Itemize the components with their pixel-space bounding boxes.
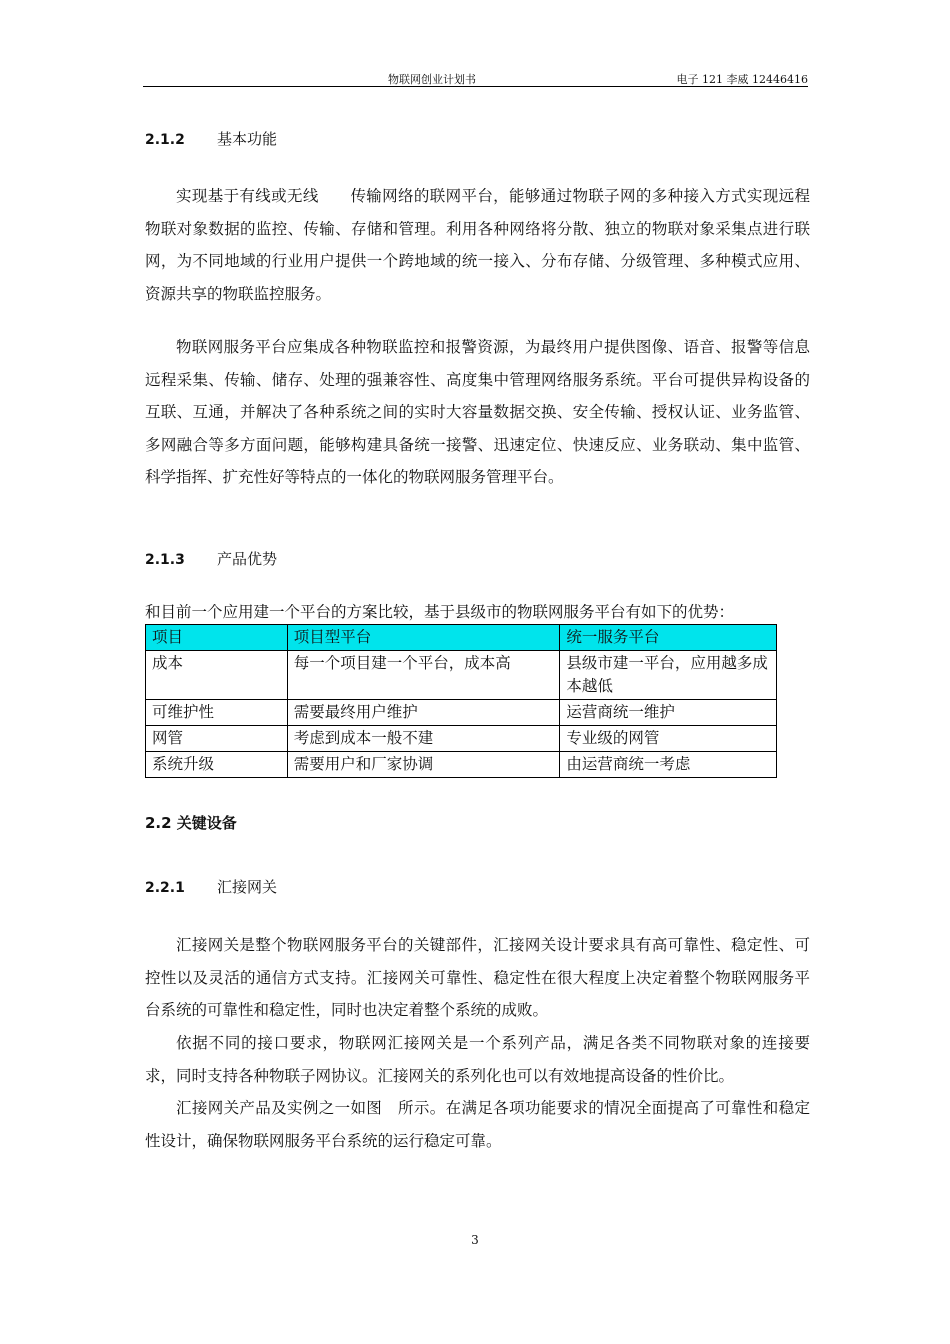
- section-number: 2.1.2: [145, 132, 185, 148]
- table-row: [146, 700, 777, 726]
- table-cell: 网管: [146, 726, 288, 752]
- header-author: 电子 121 李威 12446416: [676, 73, 808, 86]
- page-header: [143, 70, 808, 87]
- page-number: 3: [471, 1233, 479, 1247]
- section-heading-2-2-1: [145, 876, 277, 897]
- comparison-table: [145, 624, 777, 778]
- table-row: [146, 726, 777, 752]
- table-header-cell: 统一服务平台: [560, 625, 777, 651]
- table-cell: 由运营商统一考虑: [560, 752, 777, 778]
- table-cell: 考虑到成本一般不建: [287, 726, 560, 752]
- section-heading-2-1-3: [145, 548, 277, 569]
- table-cell: 专业级的网管: [560, 726, 777, 752]
- paragraph-gateway-3: 汇接网关产品及实例之一如图 所示。在满足各项功能要求的情况全面提高了可靠性和稳定性设计，确保物联网服务平台系统的运行稳定可靠。: [145, 1099, 810, 1150]
- table-cell: 需要用户和厂家协调: [287, 752, 560, 778]
- table-row: [146, 651, 777, 700]
- table-header-row: [146, 625, 777, 651]
- table-header-cell: 项目型平台: [287, 625, 560, 651]
- paragraph-gateway-1: 汇接网关是整个物联网服务平台的关键部件，汇接网关设计要求具有高可靠性、稳定性、可控性以及灵活的通信方式支持。汇接网关可靠性、稳定性在很大程度上决定着整个物联网服务平台系统的可靠性和稳定性，同时也决定着整个系统的成败。: [145, 936, 810, 1020]
- paragraph-basic-function-2: 物联网服务平台应集成各种物联监控和报警资源，为最终用户提供图像、语音、报警等信息远程采集、传输、储存、处理的强兼容性、高度集中管理网络服务系统。平台可提供异构设备的互联、互通，并解决了各种系统之间的实时大容量数据交换、安全传输、授权认证、业务监管、多网融合等多方面问题，能够构建具备统一接警、迅速定位、快速反应、业务联动、集中监管、科学指挥、扩充性好等特点的一体化的物联网服务管理平台。: [145, 338, 810, 487]
- table-header-cell: 项目: [146, 625, 288, 651]
- section-heading-2-1-2: [145, 128, 277, 149]
- section-title: 基本功能: [217, 130, 278, 148]
- section-title: 汇接网关: [217, 878, 278, 896]
- section-number: 2.2.1: [145, 880, 185, 896]
- section-number: 2.1.3: [145, 552, 185, 568]
- table-intro: 和目前一个应用建一个平台的方案比较，基于县级市的物联网服务平台有如下的优势：: [145, 603, 735, 621]
- table-cell: 可维护性: [146, 700, 288, 726]
- section-heading-2-2: 2.2 关键设备: [145, 814, 237, 832]
- table-cell: 系统升级: [146, 752, 288, 778]
- section-title: 产品优势: [217, 550, 278, 568]
- table-cell: 需要最终用户维护: [287, 700, 560, 726]
- table-cell: 每一个项目建一个平台，成本高: [287, 651, 560, 700]
- table-row: [146, 752, 777, 778]
- table-cell: 县级市建一平台，应用越多成本越低: [560, 651, 777, 700]
- header-title: 物联网创业计划书: [388, 73, 476, 86]
- paragraph-basic-function-1: 实现基于有线或无线 传输网络的联网平台，能够通过物联子网的多种接入方式实现远程物联对象数据的监控、传输、存储和管理。利用各种网络将分散、独立的物联对象采集点进行联网，为不同地域的行业用户提供一个跨地域的统一接入、分布存储、分级管理、多种模式应用、资源共享的物联监控服务。: [145, 187, 810, 303]
- table-cell: 运营商统一维护: [560, 700, 777, 726]
- paragraph-gateway-2: 依据不同的接口要求，物联网汇接网关是一个系列产品，满足各类不同物联对象的连接要求，同时支持各种物联子网协议。汇接网关的系列化也可以有效地提高设备的性价比。: [145, 1034, 810, 1085]
- table-cell: 成本: [146, 651, 288, 700]
